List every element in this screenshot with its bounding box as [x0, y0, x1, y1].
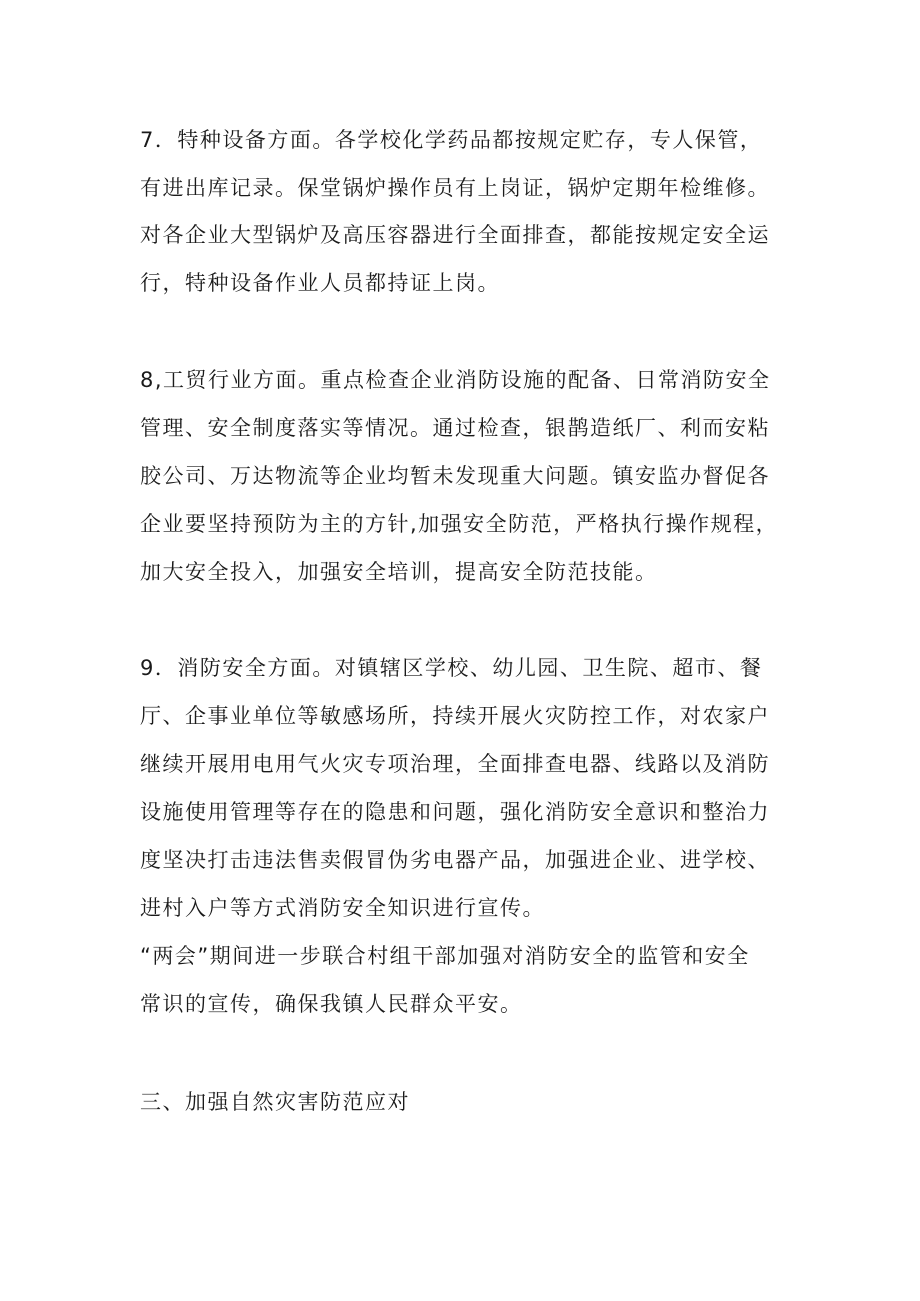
paragraph-line: 有进出库记录。保堂锅炉操作员有上岗证，锅炉定期年检维修。 — [140, 176, 770, 200]
paragraph-line: 对各企业大型锅炉及高压容器进行全面排查，都能按规定安全运 — [140, 223, 770, 247]
paragraph-line: 度坚决打击违法售卖假冒伪劣电器产品，加强进企业、进学校、 — [140, 848, 770, 872]
paragraph-line: 管理、安全制度落实等情况。通过检查，银鹊造纸厂、利而安粘 — [140, 416, 770, 440]
paragraph-line: “两会”期间进一步联合村组干部加强对消防安全的监管和安全 — [140, 944, 750, 968]
paragraph-line: 继续开展用电用气火灾专项治理，全面排查电器、线路以及消防 — [140, 752, 770, 776]
paragraph-line: 9．消防安全方面。对镇辖区学校、幼儿园、卫生院、超市、餐 — [140, 656, 763, 680]
paragraph-line: 进村入户等方式消防安全知识进行宣传。 — [140, 896, 545, 920]
paragraph-line: 设施使用管理等存在的隐患和问题，强化消防安全意识和整治力 — [140, 800, 770, 824]
paragraph-line: 胶公司、万达物流等企业均暂未发现重大问题。镇安监办督促各 — [140, 464, 770, 488]
paragraph-line: 企业要坚持预防为主的方针,加强安全防范，严格执行操作规程， — [140, 512, 779, 536]
paragraph-line: 行，特种设备作业人员都持证上岗。 — [140, 271, 500, 295]
paragraph-line: 加大安全投入，加强安全培训，提高安全防范技能。 — [140, 560, 658, 584]
paragraph-line: 常识的宣传，确保我镇人民群众平安。 — [140, 992, 523, 1016]
paragraph-line: 7．特种设备方面。各学校化学药品都按规定贮存，专人保管， — [140, 128, 763, 152]
section-heading: 三、加强自然灾害防范应对 — [140, 1090, 410, 1114]
paragraph-line: 8,工贸行业方面。重点检查企业消防设施的配备、日常消防安全 — [140, 368, 771, 392]
paragraph-line: 厅、企事业单位等敏感场所，持续开展火灾防控工作，对农家户 — [140, 704, 770, 728]
